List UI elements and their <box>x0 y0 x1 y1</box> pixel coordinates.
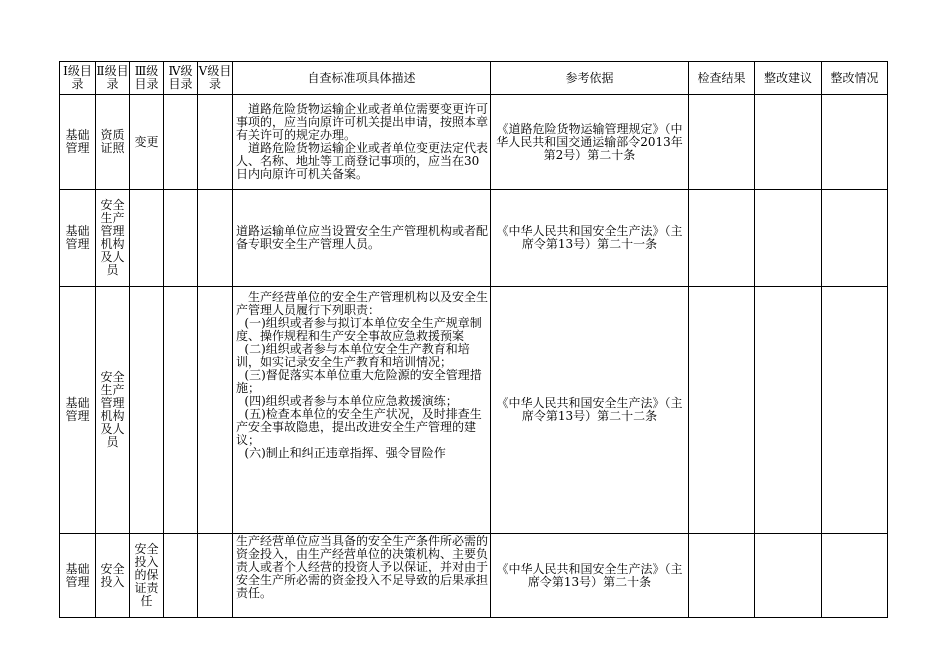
level1-cell: 基础管理 <box>60 534 96 618</box>
level5-cell <box>198 95 233 190</box>
header-level4: Ⅳ级目录 <box>164 62 198 95</box>
table-row <box>60 287 888 534</box>
level2-cell: 资质证照 <box>96 95 130 190</box>
header-level2: Ⅱ级目录 <box>96 62 130 95</box>
suggestion-cell[interactable] <box>755 534 822 618</box>
level2-cell: 安全生产管理机构及人员 <box>96 190 130 287</box>
description-paragraph: (三)督促落实本单位重大危险源的安全管理措施； <box>236 368 482 395</box>
level3-cell <box>130 287 164 534</box>
description-paragraph: 道路危险货物运输企业或者单位需要变更许可事项的，应当向原许可机关提出申请，按照本章有关许可的规定办理。 <box>236 102 489 142</box>
reference-cell: 《中华人民共和国安全生产法》（主席令第13号）第二十条 <box>491 534 689 618</box>
description-cell <box>233 190 491 287</box>
status-cell[interactable] <box>822 534 888 618</box>
level5-cell <box>198 534 233 618</box>
level4-cell <box>164 287 198 534</box>
level3-cell: 安全投入的保证责任 <box>130 534 164 618</box>
description-paragraph: (四)组织或者参与本单位应急救援演练； <box>244 394 458 408</box>
level4-cell <box>164 190 198 287</box>
header-status: 整改情况 <box>822 62 888 95</box>
header-level1: Ⅰ级目录 <box>60 62 96 95</box>
level3-cell <box>130 190 164 287</box>
table-row <box>60 95 888 190</box>
check-result-cell[interactable] <box>689 287 755 534</box>
reference-cell: 《道路危险货物运输管理规定》（中华人民共和国交通运输部令2013年第2号）第二十条 <box>491 95 689 190</box>
description-paragraph: 生产经营单位应当具备的安全生产条件所必需的资金投入，由生产经营单位的决策机构、主要负责人或者个人经营的投资人予以保证，并对由于安全生产所必需的资金投入不足导致的后果承担责任。 <box>236 535 488 600</box>
header-level5: Ⅴ级目录 <box>198 62 233 95</box>
level5-cell <box>198 287 233 534</box>
level2-cell: 安全生产管理机构及人员 <box>96 287 130 534</box>
header-suggestion: 整改建议 <box>755 62 822 95</box>
description-paragraph: (六)制止和纠正违章指挥、强令冒险作 <box>244 446 446 460</box>
description-paragraph: (五)检查本单位的安全生产状况，及时排查生产安全事故隐患，提出改进安全生产管理的建议； <box>236 407 482 447</box>
description-paragraph: 道路危险货物运输企业或者单位变更法定代表人、名称、地址等工商登记事项的，应当在30日内向原许可机关备案。 <box>236 141 489 181</box>
description-cell <box>233 534 491 618</box>
description-paragraph: (二)组织或者参与本单位安全生产教育和培训，如实记录安全生产教育和培训情况； <box>236 342 470 369</box>
status-cell[interactable] <box>822 287 888 534</box>
header-check-result: 检查结果 <box>689 62 755 95</box>
description-paragraph: (一)组织或者参与拟订本单位安全生产规章制度、操作规程和生产安全事故应急救援预案 <box>236 316 482 343</box>
level2-cell: 安全投入 <box>96 534 130 618</box>
header-row <box>60 62 888 95</box>
check-result-cell[interactable] <box>689 534 755 618</box>
header-reference: 参考依据 <box>491 62 689 95</box>
self-check-table <box>59 61 888 618</box>
level5-cell <box>198 190 233 287</box>
description-paragraph: 道路运输单位应当设置安全生产管理机构或者配备专职安全生产管理人员。 <box>236 224 489 251</box>
check-result-cell[interactable] <box>689 190 755 287</box>
suggestion-cell[interactable] <box>755 287 822 534</box>
table-row <box>60 190 888 287</box>
check-result-cell[interactable] <box>689 95 755 190</box>
level1-cell: 基础管理 <box>60 287 96 534</box>
level4-cell <box>164 534 198 618</box>
header-description: 自查标准项具体描述 <box>233 62 491 95</box>
description-cell <box>233 287 491 534</box>
description-cell <box>233 95 491 190</box>
level3-cell: 变更 <box>130 95 164 190</box>
description-paragraph: 生产经营单位的安全生产管理机构以及安全生产管理人员履行下列职责： <box>236 291 488 317</box>
header-level3: Ⅲ级目录 <box>130 62 164 95</box>
suggestion-cell[interactable] <box>755 95 822 190</box>
table-row <box>60 534 888 618</box>
suggestion-cell[interactable] <box>755 190 822 287</box>
reference-cell: 《中华人民共和国安全生产法》（主席令第13号）第二十二条 <box>491 287 689 534</box>
level1-cell: 基础管理 <box>60 190 96 287</box>
reference-cell: 《中华人民共和国安全生产法》（主席令第13号）第二十一条 <box>491 190 689 287</box>
level4-cell <box>164 95 198 190</box>
status-cell[interactable] <box>822 190 888 287</box>
status-cell[interactable] <box>822 95 888 190</box>
level1-cell: 基础管理 <box>60 95 96 190</box>
